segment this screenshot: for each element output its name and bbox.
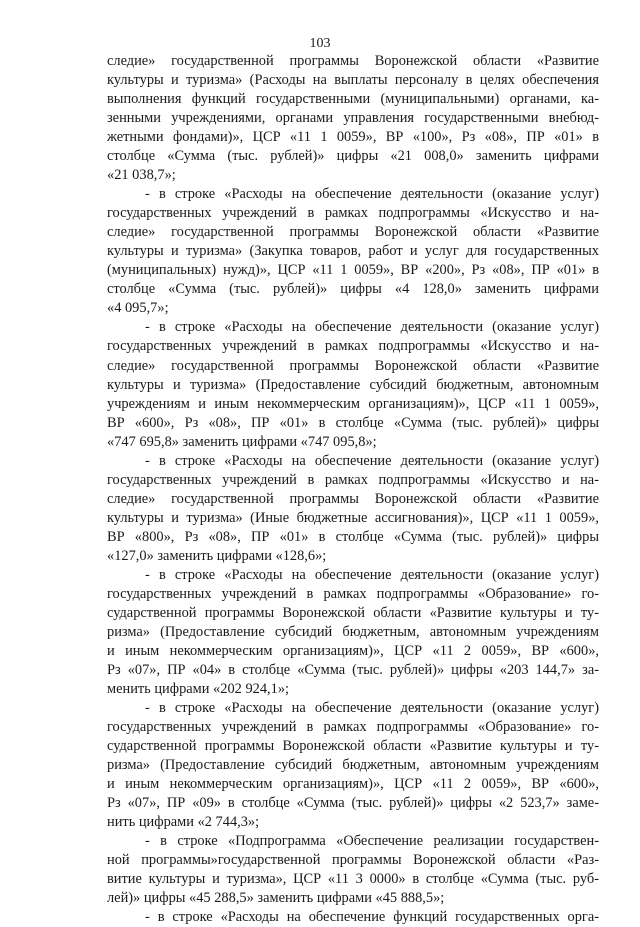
text-line: «4 095,7»; — [107, 300, 169, 317]
text-line: культуры и туризма» (Расходы на выплаты персоналу в целях обеспечения — [107, 72, 599, 89]
text-line: и иным некоммерческим организациям)», ЦСР «11 2 0059», ВР «600», — [107, 642, 599, 659]
text-line: следие» государственной программы Воронежской области «Развитие — [107, 53, 599, 69]
text-line: культуры и туризма» (Закупка товаров, работ и услуг для государственных — [107, 243, 599, 260]
paragraph-first-line: - в строке «Расходы на обеспечение деятельности (оказание услуг) — [145, 452, 599, 469]
text-line: следие» государственной программы Воронежской области «Развитие — [107, 357, 599, 374]
text-line: (муниципальных) нужд)», ЦСР «11 1 0059», ВР «200», Рз «08», ПР «01» в — [107, 262, 599, 279]
text-line: ной программы»государственной программы Воронежской области «Раз- — [107, 852, 599, 869]
text-line: менить цифрами «202 924,1»; — [107, 681, 290, 698]
text-line: «747 695,8» заменить цифрами «747 095,8»; — [107, 433, 377, 450]
text-line: ризма» (Предоставление субсидий бюджетным, автономным учреждениям — [107, 623, 599, 640]
text-line: сударственной программы Воронежской области «Развитие культуры и ту- — [107, 604, 599, 621]
text-line: ризма» (Предоставление субсидий бюджетным, автономным учреждениям — [107, 757, 599, 774]
text-line: Рз «07», ПР «09» в столбце «Сумма (тыс. рублей)» цифры «2 523,7» заме- — [107, 795, 599, 812]
text-line: столбце «Сумма (тыс. рублей)» цифры «4 128,0» заменить цифрами — [107, 281, 599, 298]
text-line: зенными учреждениями, органами управления государственными внебюд- — [107, 110, 599, 127]
paragraph-first-line: - в строке «Расходы на обеспечение деятельности (оказание услуг) — [145, 319, 599, 336]
paragraph-first-line: - в строке «Расходы на обеспечение функций государственных орга- — [145, 909, 599, 926]
text-line: выполнения функций государственными (муниципальными) органами, ка- — [107, 91, 599, 108]
text-line: сударственной программы Воронежской области «Развитие культуры и ту- — [107, 738, 599, 755]
text-line: витие культуры и туризма», ЦСР «11 3 0000» в столбце «Сумма (тыс. руб- — [107, 871, 599, 888]
page-number: 103 — [309, 36, 331, 51]
text-line: Рз «07», ПР «04» в столбце «Сумма (тыс. рублей)» цифры «203 144,7» за- — [107, 662, 599, 678]
text-line: следие» государственной программы Воронежской области «Развитие — [107, 224, 599, 241]
document-body — [0, 52, 640, 927]
text-line: и иным некоммерческим организациям)», ЦСР «11 2 0059», ВР «600», — [107, 776, 599, 793]
paragraph-first-line: - в строке «Расходы на обеспечение деятельности (оказание услуг) — [145, 566, 599, 583]
text-line: столбце «Сумма (тыс. рублей)» цифры «21 008,0» заменить цифрами — [107, 148, 599, 165]
text-line: лей)» цифры «45 288,5» заменить цифрами «45 888,5»; — [107, 890, 445, 907]
text-line: государственных учреждений в рамках подпрограммы «Искусство и на- — [107, 205, 599, 222]
text-line: государственных учреждений в рамках подпрограммы «Искусство и на- — [107, 471, 599, 488]
text-line: государственных учреждений в рамках подпрограммы «Образование» го- — [107, 719, 599, 736]
paragraph-first-line: - в строке «Расходы на обеспечение деятельности (оказание услуг) — [145, 186, 599, 203]
text-line: следие» государственной программы Воронежской области «Развитие — [107, 490, 599, 507]
text-line: государственных учреждений в рамках подпрограммы «Образование» го- — [107, 585, 599, 602]
text-line: государственных учреждений в рамках подпрограммы «Искусство и на- — [107, 338, 599, 355]
text-line: жетными фондами)», ЦСР «11 1 0059», ВР «100», Рз «08», ПР «01» в — [107, 129, 599, 146]
text-line: культуры и туризма» (Иные бюджетные ассигнования)», ЦСР «11 1 0059», — [107, 509, 599, 526]
paragraph-first-line: - в строке «Расходы на обеспечение деятельности (оказание услуг) — [145, 700, 599, 717]
text-line: «127,0» заменить цифрами «128,6»; — [107, 547, 327, 564]
text-line: ВР «800», Рз «08», ПР «01» в столбце «Сумма (тыс. рублей)» цифры — [107, 528, 599, 545]
text-line: учреждениям и иным некоммерческим организациям)», ЦСР «11 1 0059», — [107, 395, 599, 412]
text-line: культуры и туризма» (Предоставление субсидий бюджетным, автономным — [107, 376, 599, 393]
text-line: ВР «600», Рз «08», ПР «01» в столбце «Сумма (тыс. рублей)» цифры — [107, 414, 599, 431]
text-line: нить цифрами «2 744,3»; — [107, 814, 260, 831]
paragraph-first-line: - в строке «Подпрограмма «Обеспечение реализации государствен- — [145, 833, 599, 850]
text-line: «21 038,7»; — [107, 167, 176, 184]
